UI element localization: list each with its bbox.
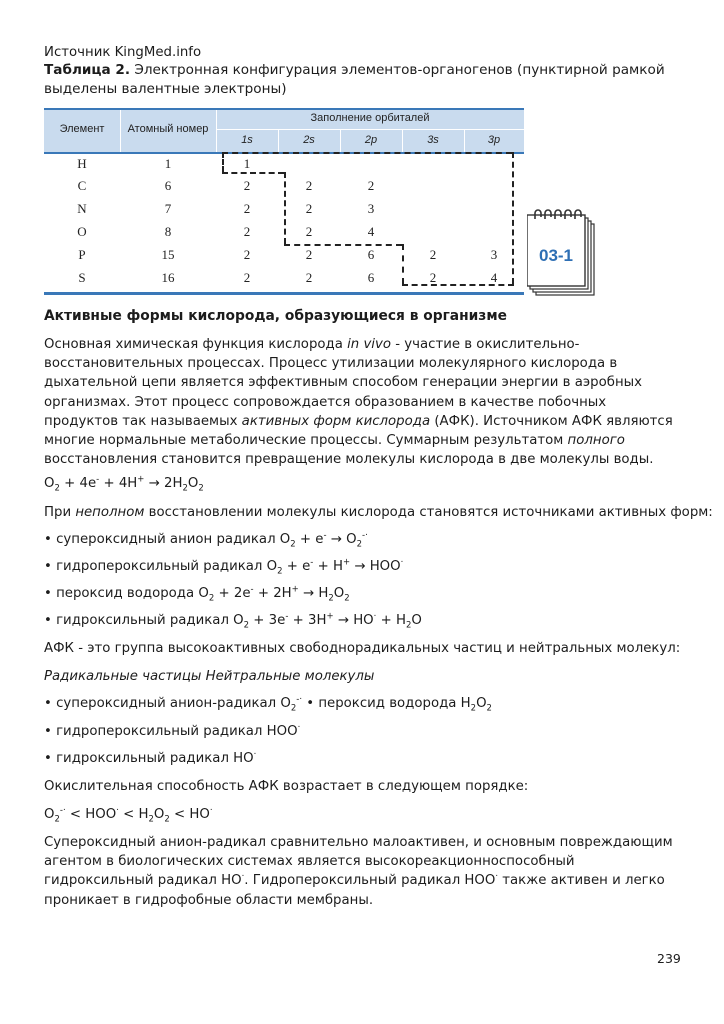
- header-element: Элемент: [59, 123, 105, 135]
- header-3s: 3s: [427, 134, 439, 146]
- table-cell: 2: [305, 201, 313, 216]
- table-cell: 1: [243, 156, 251, 171]
- header-atomic-number: Атомный номер: [127, 123, 209, 135]
- table-cell: 4: [367, 224, 375, 239]
- list-item: • гидропероксильный радикал HOO·: [44, 722, 301, 739]
- table-cell: 2: [305, 247, 313, 262]
- list-item: • гидроксильный радикал $O_2 + 3e^- + 3H^+ \to HO^\cdot + H_2O$: [44, 611, 422, 631]
- table-cell: 6: [367, 270, 375, 285]
- table-cell: 3: [367, 201, 375, 216]
- table-cell: 8: [164, 224, 172, 239]
- equation-full-reduction: $O_2 + 4e^- + 4H^+ \to 2H_2O_2$: [44, 474, 204, 494]
- table-cell: 2: [243, 224, 251, 239]
- header-separator: [216, 129, 524, 130]
- table-cell: 2: [367, 178, 375, 193]
- table-cell: 2: [305, 270, 313, 285]
- valence-frame: [222, 172, 284, 174]
- electron-config-table: [44, 108, 524, 298]
- paragraph-conclusion: Супероксидный анион-радикал сравнительно малоактивен, и основным повреждающим агентом в биологических системах является высокореакционноспособный гидроксильный радикал HO·. Гидропероксильный радикал HOO· также активен и легко проникает в гидрофобные области мембраны.: [44, 835, 673, 908]
- paragraph-afk: АФК - это группа высокоактивных свободнорадикальных частиц и нейтральных молекул:: [44, 641, 681, 656]
- list-item: • супероксидный анион-радикал $O_2^{-\cdot}$ • пероксид водорода $H_2O_2$: [44, 694, 492, 714]
- valence-frame: [402, 284, 514, 286]
- paragraph-intro: Основная химическая функция кислорода in vivo - участие в окислительно-восстановительных процессах. Процесс утилизации молекулярного кислорода в дыхательной цепи является эффективным способом генерации энергии в аэробных организмах. Этот процесс сопровождается образованием в качестве побочных продуктов так называемых активных форм кислорода (АФК). Источником АФК являются многие нормальные метаболические процессы. Суммарным результатом полного восстановления становится превращение молекулы кислорода в две молекулы воды.: [44, 337, 673, 468]
- list-item: • гидроксильный радикал HO·: [44, 749, 257, 766]
- table-cell: 2: [243, 201, 251, 216]
- table-cell: 16: [161, 270, 175, 285]
- table-cell: 6: [164, 178, 172, 193]
- table-cell: H: [77, 156, 87, 171]
- header-orbitals: Заполнение орбиталей: [310, 112, 430, 124]
- table-top-rule: [44, 108, 524, 110]
- paragraph-categories: Радикальные частицы Нейтральные молекулы: [44, 669, 375, 684]
- source-line: Источник KingMed.info: [44, 45, 202, 60]
- valence-frame: [222, 152, 224, 172]
- table-caption: [44, 61, 684, 99]
- table-cell: 2: [243, 247, 251, 262]
- table-cell: 6: [367, 247, 375, 262]
- header-3p: 3p: [487, 134, 501, 146]
- header-1s: 1s: [241, 134, 253, 146]
- table-bottom-rule: [44, 292, 524, 295]
- valence-frame: [222, 152, 512, 154]
- valence-frame: [284, 244, 402, 246]
- list-item: • пероксид водорода $O_2 + 2e^- + 2H^+ \to H_2O_2$: [44, 584, 350, 604]
- table-cell: 2: [305, 224, 313, 239]
- table-cell: 2: [243, 178, 251, 193]
- table-cell: S: [78, 270, 86, 285]
- valence-frame: [284, 172, 286, 244]
- table-cell: N: [77, 201, 87, 216]
- page-number: 239: [657, 951, 681, 966]
- list-item: • гидропероксильный радикал $O_2 + e^- + H^+ \to HOO^\cdot$: [44, 557, 404, 577]
- header-2p: 2p: [364, 134, 378, 146]
- table-cell: 1: [164, 156, 172, 171]
- valence-frame: [402, 244, 404, 284]
- table-cell: 2: [243, 270, 251, 285]
- oxidation-order: $O_2^{-\cdot} < HOO^\cdot < H_2O_2 < HO^\cdot$: [44, 805, 213, 825]
- caption-text: Электронная конфигурация элементов-органогенов (пунктирной рамкой выделены валентные электроны): [44, 62, 665, 97]
- table-cell: 2: [429, 247, 437, 262]
- paragraph-order: Окислительная способность АФК возрастает в следующем порядке:: [44, 779, 529, 794]
- paragraph-partial: При неполном восстановлении молекулы кислорода становятся источниками активных форм:: [44, 505, 713, 520]
- table-cell: 2: [305, 178, 313, 193]
- table-cell: O: [77, 224, 87, 239]
- table-cell: 4: [490, 270, 498, 285]
- caption-label: Таблица 2.: [44, 62, 131, 78]
- table-cell: 3: [490, 247, 498, 262]
- table-cell: 2: [429, 270, 437, 285]
- notebook-label: 03-1: [538, 246, 574, 265]
- notebook-icon: [527, 207, 597, 299]
- header-2s: 2s: [303, 134, 315, 146]
- table-cell: P: [78, 247, 86, 262]
- table-cell: 7: [164, 201, 172, 216]
- section-title: Активные формы кислорода, образующиеся в организме: [44, 308, 507, 324]
- table-cell: 15: [161, 247, 175, 262]
- valence-frame: [512, 152, 514, 284]
- list-item: • супероксидный анион радикал $O_2 + e^- \to O_2^{-\cdot}$: [44, 530, 368, 550]
- table-cell: C: [77, 178, 87, 193]
